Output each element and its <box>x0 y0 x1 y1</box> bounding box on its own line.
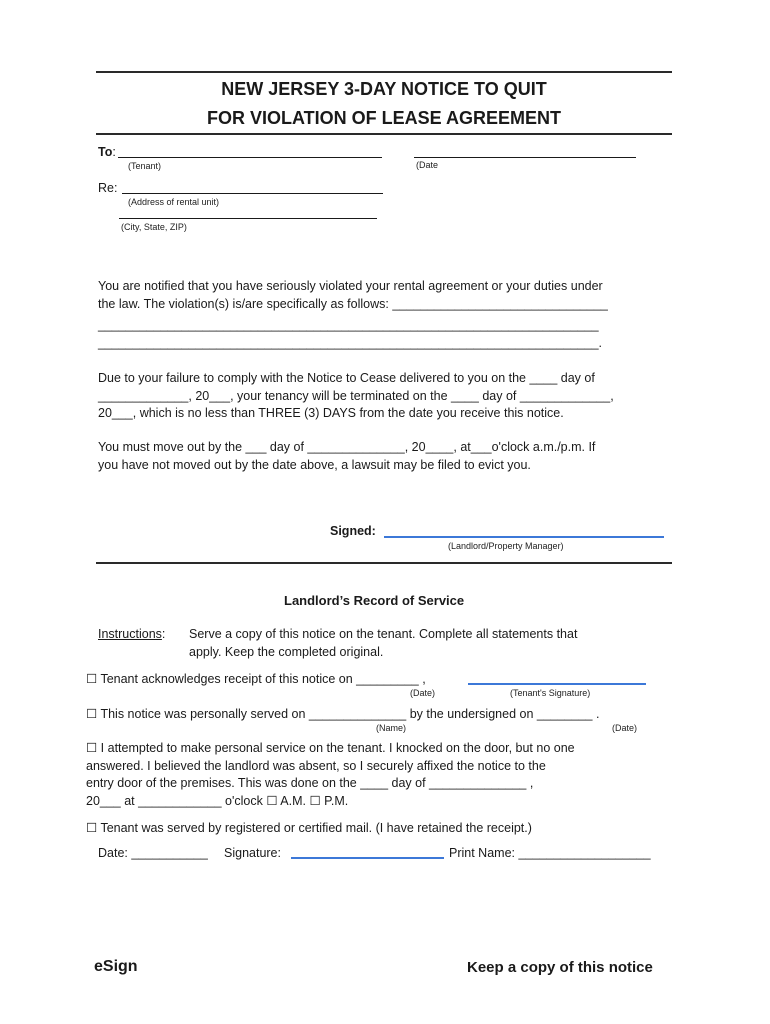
city-caption: (City, State, ZIP) <box>121 222 187 232</box>
option-tenant-acknowledges[interactable]: ☐ Tenant acknowledges receipt of this notice on _________ , <box>86 672 426 686</box>
service-heading: Landlord’s Record of Service <box>284 593 465 608</box>
option1-signature-caption: (Tenant's Signature) <box>510 688 591 698</box>
date-field[interactable] <box>414 157 636 158</box>
date-caption: (Date <box>416 160 439 170</box>
violation-line-4[interactable]: ________________________________________________________________________. <box>98 335 603 350</box>
instructions-word: Instructions <box>98 627 162 641</box>
top-rule <box>96 71 672 73</box>
option-affixed-notice[interactable] <box>86 740 575 810</box>
service-signature-field[interactable] <box>291 857 444 859</box>
tenant-caption: (Tenant) <box>128 161 162 171</box>
to-colon: : <box>112 145 116 159</box>
esign-logo: eSign <box>94 958 138 975</box>
instructions-line-2: apply. Keep the completed original. <box>189 644 384 659</box>
move-out-line-2: you have not moved out by the date above, a lawsuit may be filed to evict you. <box>98 457 531 472</box>
violation-line-3[interactable]: ________________________________________________________________________ <box>98 318 599 332</box>
city-state-zip-field[interactable] <box>119 218 377 219</box>
termination-paragraph <box>98 370 614 423</box>
to-label: To <box>98 145 113 159</box>
service-date-field[interactable]: Date: ___________ <box>98 846 208 860</box>
termination-line-3[interactable]: 20___, which is no less than THREE (3) DAYS from the date you receive this notice. <box>98 406 564 420</box>
option2-date-caption: (Date) <box>612 723 638 733</box>
instructions-line-1: Serve a copy of this notice on the tenant. Complete all statements that <box>189 627 578 641</box>
instructions-colon: : <box>161 627 166 641</box>
termination-line-1[interactable]: Due to your failure to comply with the Notice to Cease delivered to you on the ____ day of <box>98 371 595 385</box>
address-field[interactable] <box>122 193 383 194</box>
instructions-text <box>189 626 577 661</box>
print-name-field[interactable]: Print Name: ___________________ <box>449 846 651 860</box>
tenant-signature-field[interactable] <box>468 683 646 685</box>
violation-line-1: You are notified that you have seriously violated your rental agreement or your duties under <box>98 279 603 293</box>
tenant-name-field[interactable] <box>118 157 382 158</box>
to-field-label <box>98 145 116 159</box>
instructions-label <box>98 627 165 641</box>
option3-line-1: ☐ I attempted to make personal service on the tenant. I knocked on the door, but no one <box>86 741 575 755</box>
signed-label: Signed: <box>330 524 376 538</box>
option-certified-mail[interactable]: ☐ Tenant was served by registered or certified mail. (I have retained the receipt.) <box>86 821 532 835</box>
option2-name-caption: (Name) <box>376 723 407 733</box>
re-label: Re: <box>98 181 118 195</box>
landlord-signature-field[interactable] <box>384 536 664 538</box>
service-signature-label: Signature: <box>224 846 281 860</box>
section-divider <box>96 562 672 564</box>
document-title-line1: NEW JERSEY 3-DAY NOTICE TO QUIT <box>221 79 547 99</box>
option3-line-2: answered. I believed the landlord was absent, so I securely affixed the notice to the <box>86 758 546 773</box>
document-title-line2: FOR VIOLATION OF LEASE AGREEMENT <box>206 108 561 128</box>
option3-line-4[interactable]: 20___ at ____________ o'clock ☐ A.M. ☐ P.M. <box>86 793 349 808</box>
title-bottom-rule <box>96 133 672 135</box>
violation-paragraph <box>98 278 608 352</box>
landlord-signature-caption: (Landlord/Property Manager) <box>448 541 564 551</box>
violation-line-2[interactable]: the law. The violation(s) is/are specifically as follows: _______________________________ <box>98 296 608 311</box>
address-caption: (Address of rental unit) <box>128 197 220 207</box>
keep-copy-note: Keep a copy of this notice <box>467 959 653 976</box>
option1-date-caption: (Date) <box>410 688 436 698</box>
move-out-line-1[interactable]: You must move out by the ___ day of ______________, 20____, at___o'clock a.m./p.m. If <box>98 440 596 454</box>
move-out-paragraph <box>98 439 595 474</box>
option-personally-served[interactable]: ☐ This notice was personally served on ______________ by the undersigned on ________ . <box>86 707 600 721</box>
option3-line-3[interactable]: entry door of the premises. This was done on the ____ day of ______________ , <box>86 776 534 790</box>
termination-line-2[interactable]: _____________, 20___, your tenancy will be terminated on the ____ day of _____________, <box>98 388 614 403</box>
